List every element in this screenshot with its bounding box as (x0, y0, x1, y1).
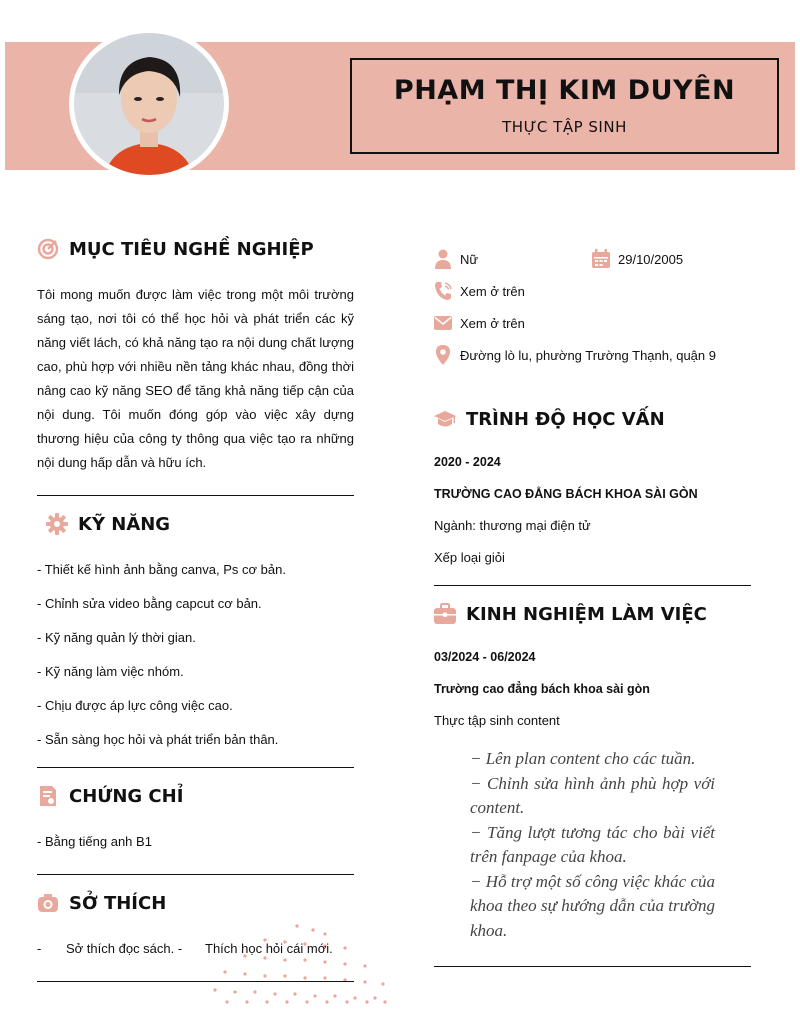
camera-icon (37, 892, 59, 914)
hobby-item: Thích học hỏi cái mới. (205, 941, 333, 956)
skill-item: - Sẵn sàng học hỏi và phát triển bản thân. (37, 732, 279, 747)
divider (434, 966, 751, 967)
education-major: Ngành: thương mại điện tử (434, 518, 591, 533)
divider (37, 981, 354, 982)
gender-value: Nữ (460, 251, 479, 267)
email-row (434, 313, 525, 333)
address-value: Đường lò lu, phường Trường Thạnh, quận 9 (460, 347, 716, 363)
briefcase-icon (434, 603, 456, 625)
education-heading (434, 408, 665, 430)
skill-item: - Chỉnh sửa video bằng capcut cơ bản. (37, 596, 262, 611)
person-icon (434, 249, 452, 269)
birthday-value: 29/10/2005 (618, 251, 684, 267)
location-pin-icon (434, 345, 452, 365)
certificates-heading (37, 785, 183, 807)
divider (37, 495, 354, 496)
job-role: THỰC TẬP SINH (502, 118, 627, 136)
company-name: Trường cao đẳng bách khoa sài gòn (434, 682, 650, 696)
hobby-item: Sở thích đọc sách. - (66, 941, 183, 956)
certificates-title: CHỨNG CHỈ (69, 785, 184, 807)
divider (37, 874, 354, 875)
email-value: Xem ở trên (460, 315, 525, 331)
skills-title: KỸ NĂNG (78, 513, 171, 535)
duties-list (470, 747, 715, 943)
calendar-icon (592, 249, 610, 269)
divider (434, 585, 751, 586)
experience-title: KINH NGHIỆM LÀM VIỆC (466, 603, 707, 625)
skill-item: - Chịu được áp lực công việc cao. (37, 698, 233, 713)
birthday-row (592, 249, 683, 269)
duty-item: − Lên plan content cho các tuần. (470, 749, 696, 768)
name-box (350, 58, 779, 154)
skill-item: - Kỹ năng quản lý thời gian. (37, 630, 196, 645)
certificate-icon (37, 785, 59, 807)
mail-icon (434, 313, 452, 333)
education-period: 2020 - 2024 (434, 455, 501, 469)
skills-heading (46, 513, 170, 535)
gear-icon (46, 513, 68, 535)
school-name: TRƯỜNG CAO ĐẲNG BÁCH KHOA SÀI GÒN (434, 487, 698, 501)
certificate-item: - Bằng tiếng anh B1 (37, 834, 152, 849)
skill-item: - Thiết kế hình ảnh bằng canva, Ps cơ bản. (37, 562, 286, 577)
phone-icon (434, 281, 452, 301)
avatar (69, 28, 229, 180)
education-title: TRÌNH ĐỘ HỌC VẤN (466, 408, 665, 430)
education-grade: Xếp loại giỏi (434, 550, 505, 565)
hobbies-title: SỞ THÍCH (69, 892, 167, 914)
job-position: Thực tập sinh content (434, 713, 560, 728)
address-row (434, 345, 716, 365)
phone-value: Xem ở trên (460, 283, 525, 299)
objective-text: Tôi mong muốn được làm việc trong một môi trường sáng tạo, nơi tôi có thể học hỏi và phát triển các kỹ năng viết lách, có khả năng tạo ra nội dung chất lượng cao, phù hợp với nhiều nền tảng khác nhau, đồng thời nâng cao kỹ năng SEO để tăng khả năng tiếp cận của nội dung. Tôi muốn đóng góp vào việc xây dựng thương hiệu của công ty thông qua việc tạo ra những nội dung hấp dẫn và hữu ích. (37, 287, 354, 470)
objective-title: MỤC TIÊU NGHỀ NGHIỆP (69, 238, 314, 260)
skill-item: - Kỹ năng làm việc nhóm. (37, 664, 184, 679)
target-icon (37, 238, 59, 260)
gender-row (434, 249, 478, 269)
duty-item: − Hỗ trợ một số công việc khác của khoa theo sự hướng dẫn của trường khoa. (470, 871, 715, 940)
experience-heading (434, 603, 707, 625)
duty-item: − Chỉnh sửa hình ảnh phù hợp với content. (470, 773, 715, 817)
hobby-dash: - (37, 941, 42, 956)
decorative-dots (205, 920, 390, 1010)
experience-period: 03/2024 - 06/2024 (434, 650, 536, 664)
phone-row (434, 281, 525, 301)
hobbies-heading (37, 892, 166, 914)
graduation-cap-icon (434, 408, 456, 430)
duty-item: − Tăng lượt tương tác cho bài viết trên fanpage của khoa. (470, 822, 715, 866)
objective-heading (37, 238, 314, 260)
full-name: PHẠM THỊ KIM DUYÊN (393, 75, 736, 106)
divider (37, 767, 354, 768)
